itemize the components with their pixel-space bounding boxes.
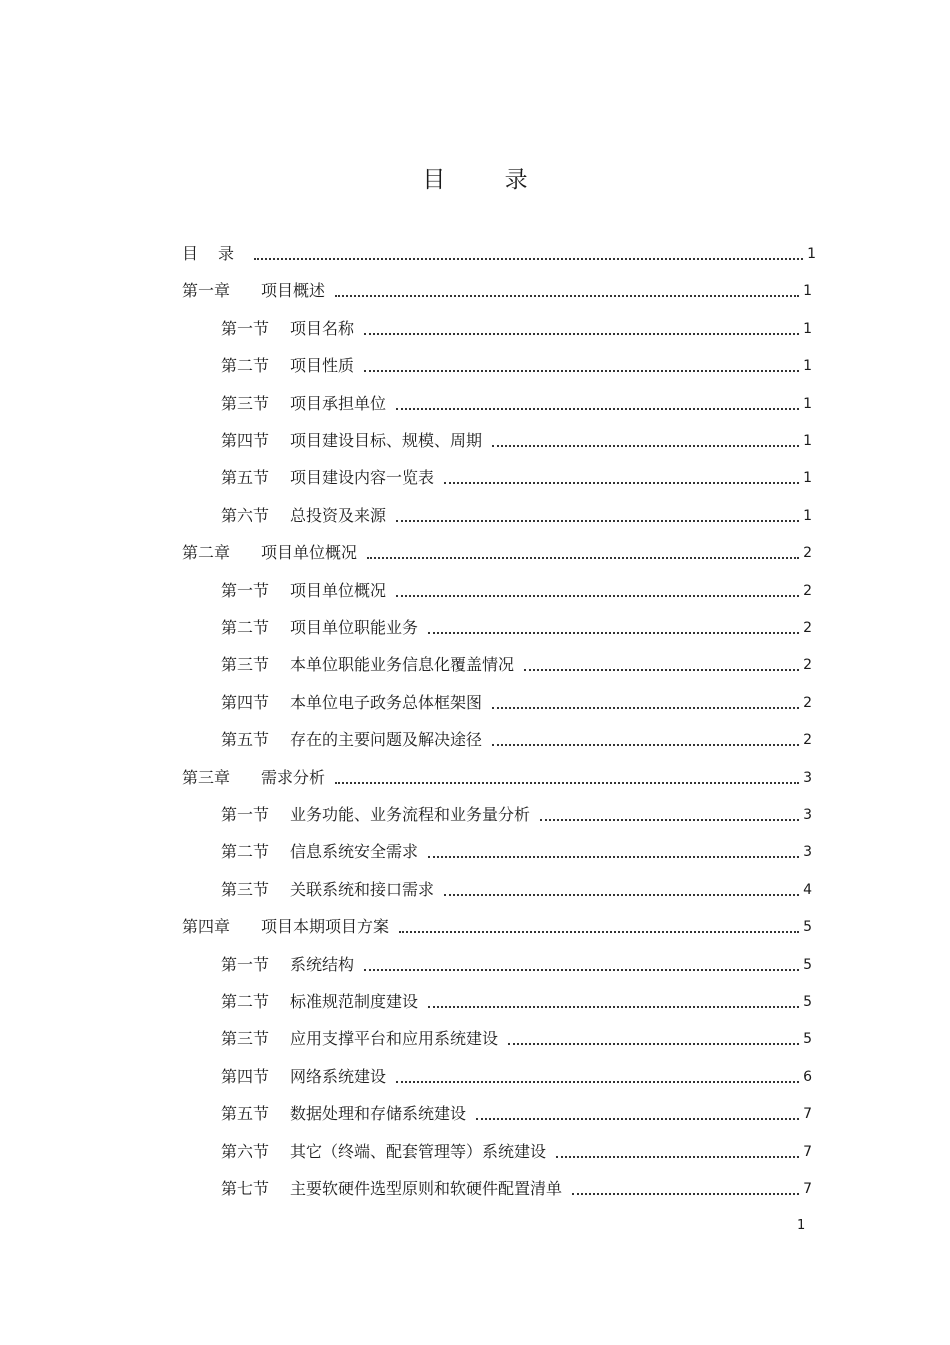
toc-entry[interactable] bbox=[221, 796, 812, 826]
dot-leader bbox=[396, 519, 799, 522]
toc-entry-page: 4 bbox=[803, 882, 812, 898]
toc-entry-title: 本单位职能业务信息化覆盖情况 bbox=[290, 655, 515, 674]
toc-entry[interactable] bbox=[221, 1020, 812, 1050]
dot-leader bbox=[444, 481, 799, 484]
toc-entry-page: 1 bbox=[803, 283, 812, 299]
dot-leader bbox=[492, 706, 799, 709]
toc-entry-page: 1 bbox=[803, 321, 812, 337]
toc-entry-page: 3 bbox=[803, 807, 812, 823]
toc-entry-page: 7 bbox=[803, 1106, 812, 1122]
toc-entry-number: 第二章 bbox=[182, 543, 231, 562]
toc-entry[interactable] bbox=[221, 310, 812, 340]
toc-entry[interactable] bbox=[221, 1133, 812, 1163]
toc-entry[interactable] bbox=[221, 385, 812, 415]
dot-leader bbox=[444, 893, 799, 896]
dot-leader bbox=[540, 818, 799, 821]
toc-entry[interactable] bbox=[221, 422, 812, 452]
toc-entry-page: 1 bbox=[803, 433, 812, 449]
toc-entry-number: 第一节 bbox=[221, 581, 270, 600]
dot-leader bbox=[364, 369, 799, 372]
dot-leader bbox=[367, 556, 799, 559]
toc-entry-title: 主要软硬件选型原则和软硬件配置清单 bbox=[290, 1179, 563, 1198]
toc-entry-page: 7 bbox=[803, 1144, 812, 1160]
dot-leader bbox=[254, 257, 803, 260]
toc-entry-number: 第六节 bbox=[221, 506, 270, 525]
toc-entry-number: 第二节 bbox=[221, 842, 270, 861]
toc-entry-number: 第一节 bbox=[221, 955, 270, 974]
toc-entry[interactable] bbox=[221, 871, 812, 901]
dot-leader bbox=[364, 332, 799, 335]
toc-entry-number: 第二节 bbox=[221, 356, 270, 375]
toc-entry[interactable] bbox=[221, 684, 812, 714]
dot-leader bbox=[492, 444, 799, 447]
toc-entry-title: 业务功能、业务流程和业务量分析 bbox=[290, 805, 531, 824]
toc-entry-title: 关联系统和接口需求 bbox=[290, 880, 435, 899]
toc-entry-page: 2 bbox=[803, 657, 812, 673]
toc-entry-title: 其它（终端、配套管理等）系统建设 bbox=[290, 1142, 547, 1161]
toc-entry-page: 5 bbox=[803, 994, 812, 1010]
dot-leader bbox=[396, 407, 799, 410]
toc-entry-page: 6 bbox=[803, 1069, 812, 1085]
toc-entry-title: 数据处理和存储系统建设 bbox=[290, 1104, 467, 1123]
dot-leader bbox=[364, 968, 799, 971]
toc-entry[interactable] bbox=[221, 983, 812, 1013]
toc-entry[interactable] bbox=[221, 1170, 812, 1200]
dot-leader bbox=[492, 743, 799, 746]
toc-entry-number: 第四节 bbox=[221, 1067, 270, 1086]
dot-leader bbox=[396, 594, 799, 597]
dot-leader bbox=[335, 294, 799, 297]
dot-leader bbox=[428, 1005, 799, 1008]
toc-entry[interactable] bbox=[182, 235, 816, 265]
toc-entry-page: 2 bbox=[803, 545, 812, 561]
toc-entry[interactable] bbox=[182, 908, 812, 938]
toc-entry-page: 1 bbox=[803, 470, 812, 486]
toc-entry-page: 1 bbox=[803, 358, 812, 374]
toc-entry-page: 1 bbox=[807, 246, 816, 262]
toc-entry-number: 目录 bbox=[182, 244, 255, 263]
toc-entry[interactable] bbox=[221, 833, 812, 863]
toc-entry-title: 应用支撑平台和应用系统建设 bbox=[290, 1029, 499, 1048]
toc-entry-number: 第一章 bbox=[182, 281, 231, 300]
toc-entry-number: 第五节 bbox=[221, 468, 270, 487]
toc-entry-title: 信息系统安全需求 bbox=[290, 842, 419, 861]
toc-entry-number: 第六节 bbox=[221, 1142, 270, 1161]
toc-entry[interactable] bbox=[182, 272, 812, 302]
toc-entry-page: 5 bbox=[803, 957, 812, 973]
toc-entry-number: 第二节 bbox=[221, 992, 270, 1011]
toc-entry-title: 项目概述 bbox=[261, 281, 326, 300]
page-number: 1 bbox=[797, 1218, 806, 1233]
toc-entry-title: 网络系统建设 bbox=[290, 1067, 387, 1086]
toc-entry-title: 项目单位概况 bbox=[290, 581, 387, 600]
toc-entry-number: 第三章 bbox=[182, 768, 231, 787]
toc-entry-page: 1 bbox=[803, 396, 812, 412]
toc-entry-page: 2 bbox=[803, 732, 812, 748]
toc-entry[interactable] bbox=[221, 1095, 812, 1125]
toc-entry-title: 项目性质 bbox=[290, 356, 355, 375]
toc-entry-page: 5 bbox=[803, 1031, 812, 1047]
toc-entry[interactable] bbox=[182, 759, 812, 789]
toc-entry[interactable] bbox=[221, 946, 812, 976]
toc-entry-number: 第四节 bbox=[221, 431, 270, 450]
toc-entry-title: 项目建设内容一览表 bbox=[290, 468, 435, 487]
dot-leader bbox=[524, 668, 799, 671]
toc-entry-number: 第三节 bbox=[221, 655, 270, 674]
toc-entry-number: 第三节 bbox=[221, 1029, 270, 1048]
toc-entry-title: 本单位电子政务总体框架图 bbox=[290, 693, 483, 712]
toc-entry-number: 第一节 bbox=[221, 805, 270, 824]
dot-leader bbox=[335, 781, 799, 784]
page-title: 目 录 bbox=[422, 167, 554, 193]
dot-leader bbox=[396, 1080, 799, 1083]
toc-entry-title: 系统结构 bbox=[290, 955, 355, 974]
toc-entry-page: 3 bbox=[803, 770, 812, 786]
toc-entry-page: 2 bbox=[803, 583, 812, 599]
toc-entry-title: 存在的主要问题及解决途径 bbox=[290, 730, 483, 749]
toc-entry[interactable] bbox=[221, 459, 812, 489]
toc-entry-page: 1 bbox=[803, 508, 812, 524]
toc-entry-number: 第一节 bbox=[221, 319, 270, 338]
toc-entry-number: 第四节 bbox=[221, 693, 270, 712]
toc-entry-number: 第三节 bbox=[221, 394, 270, 413]
toc-entry-title: 项目本期项目方案 bbox=[261, 917, 390, 936]
toc-entry[interactable] bbox=[221, 347, 812, 377]
dot-leader bbox=[508, 1042, 799, 1045]
dot-leader bbox=[399, 930, 799, 933]
toc-entry-page: 3 bbox=[803, 844, 812, 860]
toc-entry-title: 项目承担单位 bbox=[290, 394, 387, 413]
toc-entry-title: 项目单位概况 bbox=[261, 543, 358, 562]
toc-entry-page: 5 bbox=[803, 919, 812, 935]
toc-entry-number: 第五节 bbox=[221, 1104, 270, 1123]
toc-entry-number: 第二节 bbox=[221, 618, 270, 637]
toc-entry-page: 2 bbox=[803, 695, 812, 711]
dot-leader bbox=[428, 855, 799, 858]
toc-entry-page: 2 bbox=[803, 620, 812, 636]
dot-leader bbox=[556, 1155, 799, 1158]
toc-entry-title: 项目名称 bbox=[290, 319, 355, 338]
toc-entry-number: 第三节 bbox=[221, 880, 270, 899]
toc-entry[interactable] bbox=[221, 609, 812, 639]
dot-leader bbox=[572, 1192, 799, 1195]
toc-entry[interactable] bbox=[221, 1058, 812, 1088]
toc-entry[interactable] bbox=[221, 721, 812, 751]
toc-entry-page: 7 bbox=[803, 1181, 812, 1197]
toc-entry-title: 标准规范制度建设 bbox=[290, 992, 419, 1011]
toc-entry[interactable] bbox=[221, 646, 812, 676]
dot-leader bbox=[428, 631, 799, 634]
dot-leader bbox=[476, 1117, 799, 1120]
toc-entry[interactable] bbox=[182, 534, 812, 564]
toc-entry-number: 第四章 bbox=[182, 917, 231, 936]
toc-entry-number: 第七节 bbox=[221, 1179, 270, 1198]
toc-entry-title: 项目建设目标、规模、周期 bbox=[290, 431, 483, 450]
toc-entry[interactable] bbox=[221, 497, 812, 527]
toc-entry[interactable] bbox=[221, 572, 812, 602]
toc-entry-title: 项目单位职能业务 bbox=[290, 618, 419, 637]
toc-entry-title: 需求分析 bbox=[261, 768, 326, 787]
toc-entry-number: 第五节 bbox=[221, 730, 270, 749]
toc-entry-title: 总投资及来源 bbox=[290, 506, 387, 525]
